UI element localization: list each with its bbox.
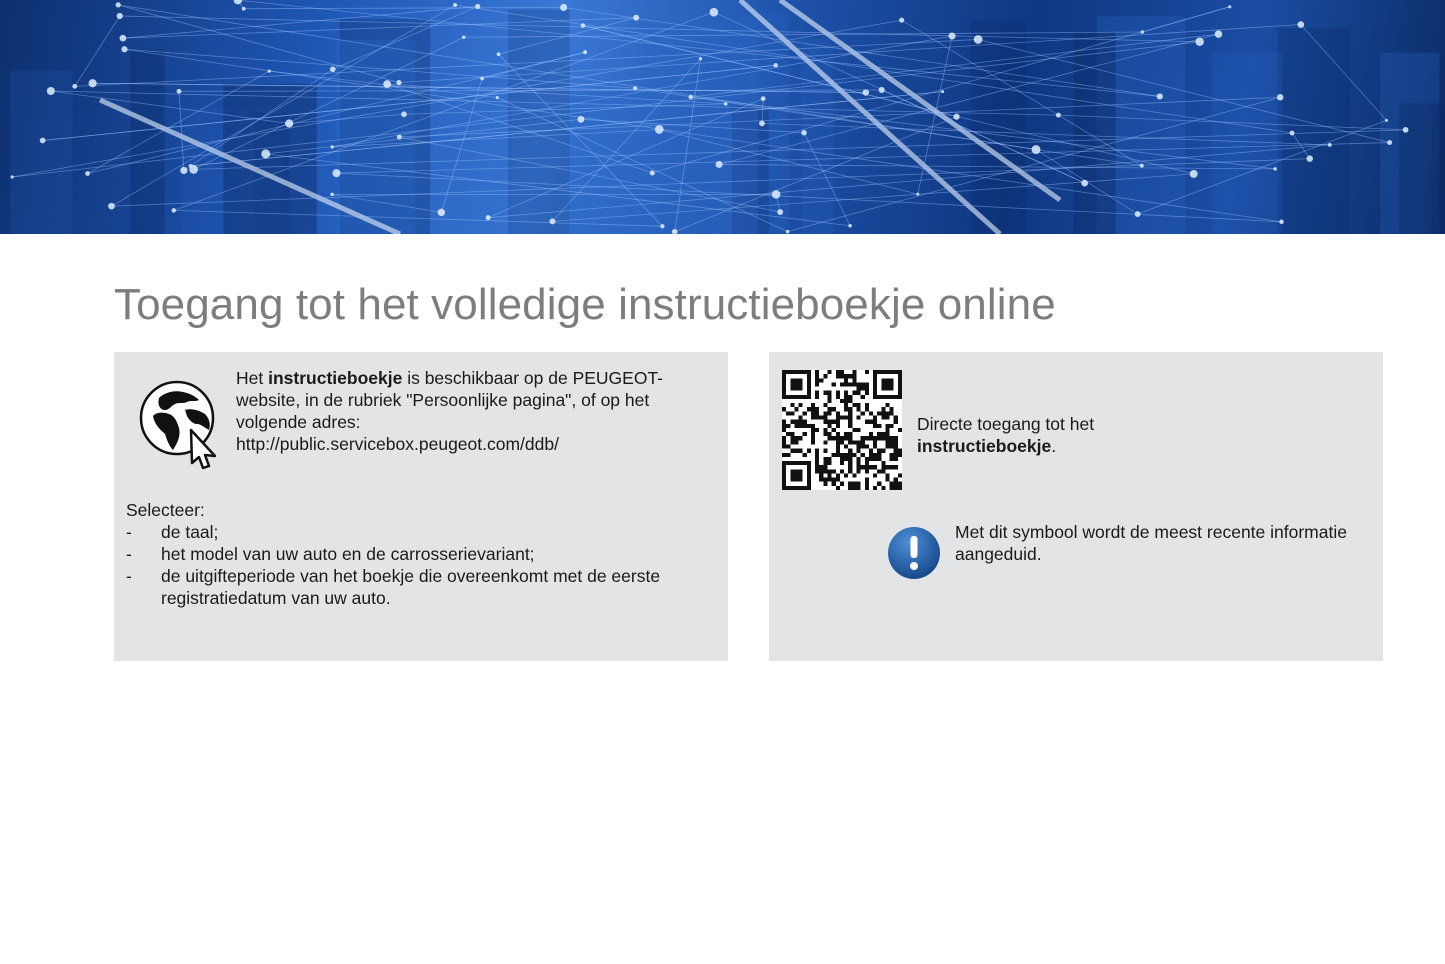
page-title: Toegang tot het volledige instructieboekje online [114, 280, 1056, 329]
selection-list [126, 521, 716, 609]
manual-bold-term: instructieboekje [917, 436, 1052, 456]
header-banner-image [0, 0, 1445, 234]
manual-url: http://public.servicebox.peugeot.com/ddb/ [236, 434, 559, 454]
manual-bold-term: instructieboekje [268, 368, 403, 388]
exclamation-icon [887, 526, 941, 580]
direct-access-panel [769, 352, 1383, 661]
globe-cursor-icon [139, 380, 229, 470]
direct-access-text: Directe toegang tot het instructieboekje. [917, 414, 1095, 456]
list-item: - de uitgifteperiode van het boekje die overeenkomt met de eerste registratiedatum van uw auto. [126, 566, 661, 608]
intro-text: Het instructieboekje is beschikbaar op de PEUGEOT-website, in de rubriek "Persoonlijke pagina", of op het volgende adres: http://public.servicebox.peugeot.com/ddb/ [236, 368, 663, 454]
qr-code-icon [782, 370, 902, 490]
online-manual-panel [114, 352, 728, 661]
select-label: Selecteer: [126, 500, 205, 520]
list-item: - het model van uw auto en de carrosserievariant; [126, 544, 535, 564]
list-item: - de taal; [126, 522, 219, 542]
city-network-graphic [0, 0, 1445, 234]
info-symbol-text: Met dit symbool wordt de meest recente informatie aangeduid. [955, 522, 1347, 564]
